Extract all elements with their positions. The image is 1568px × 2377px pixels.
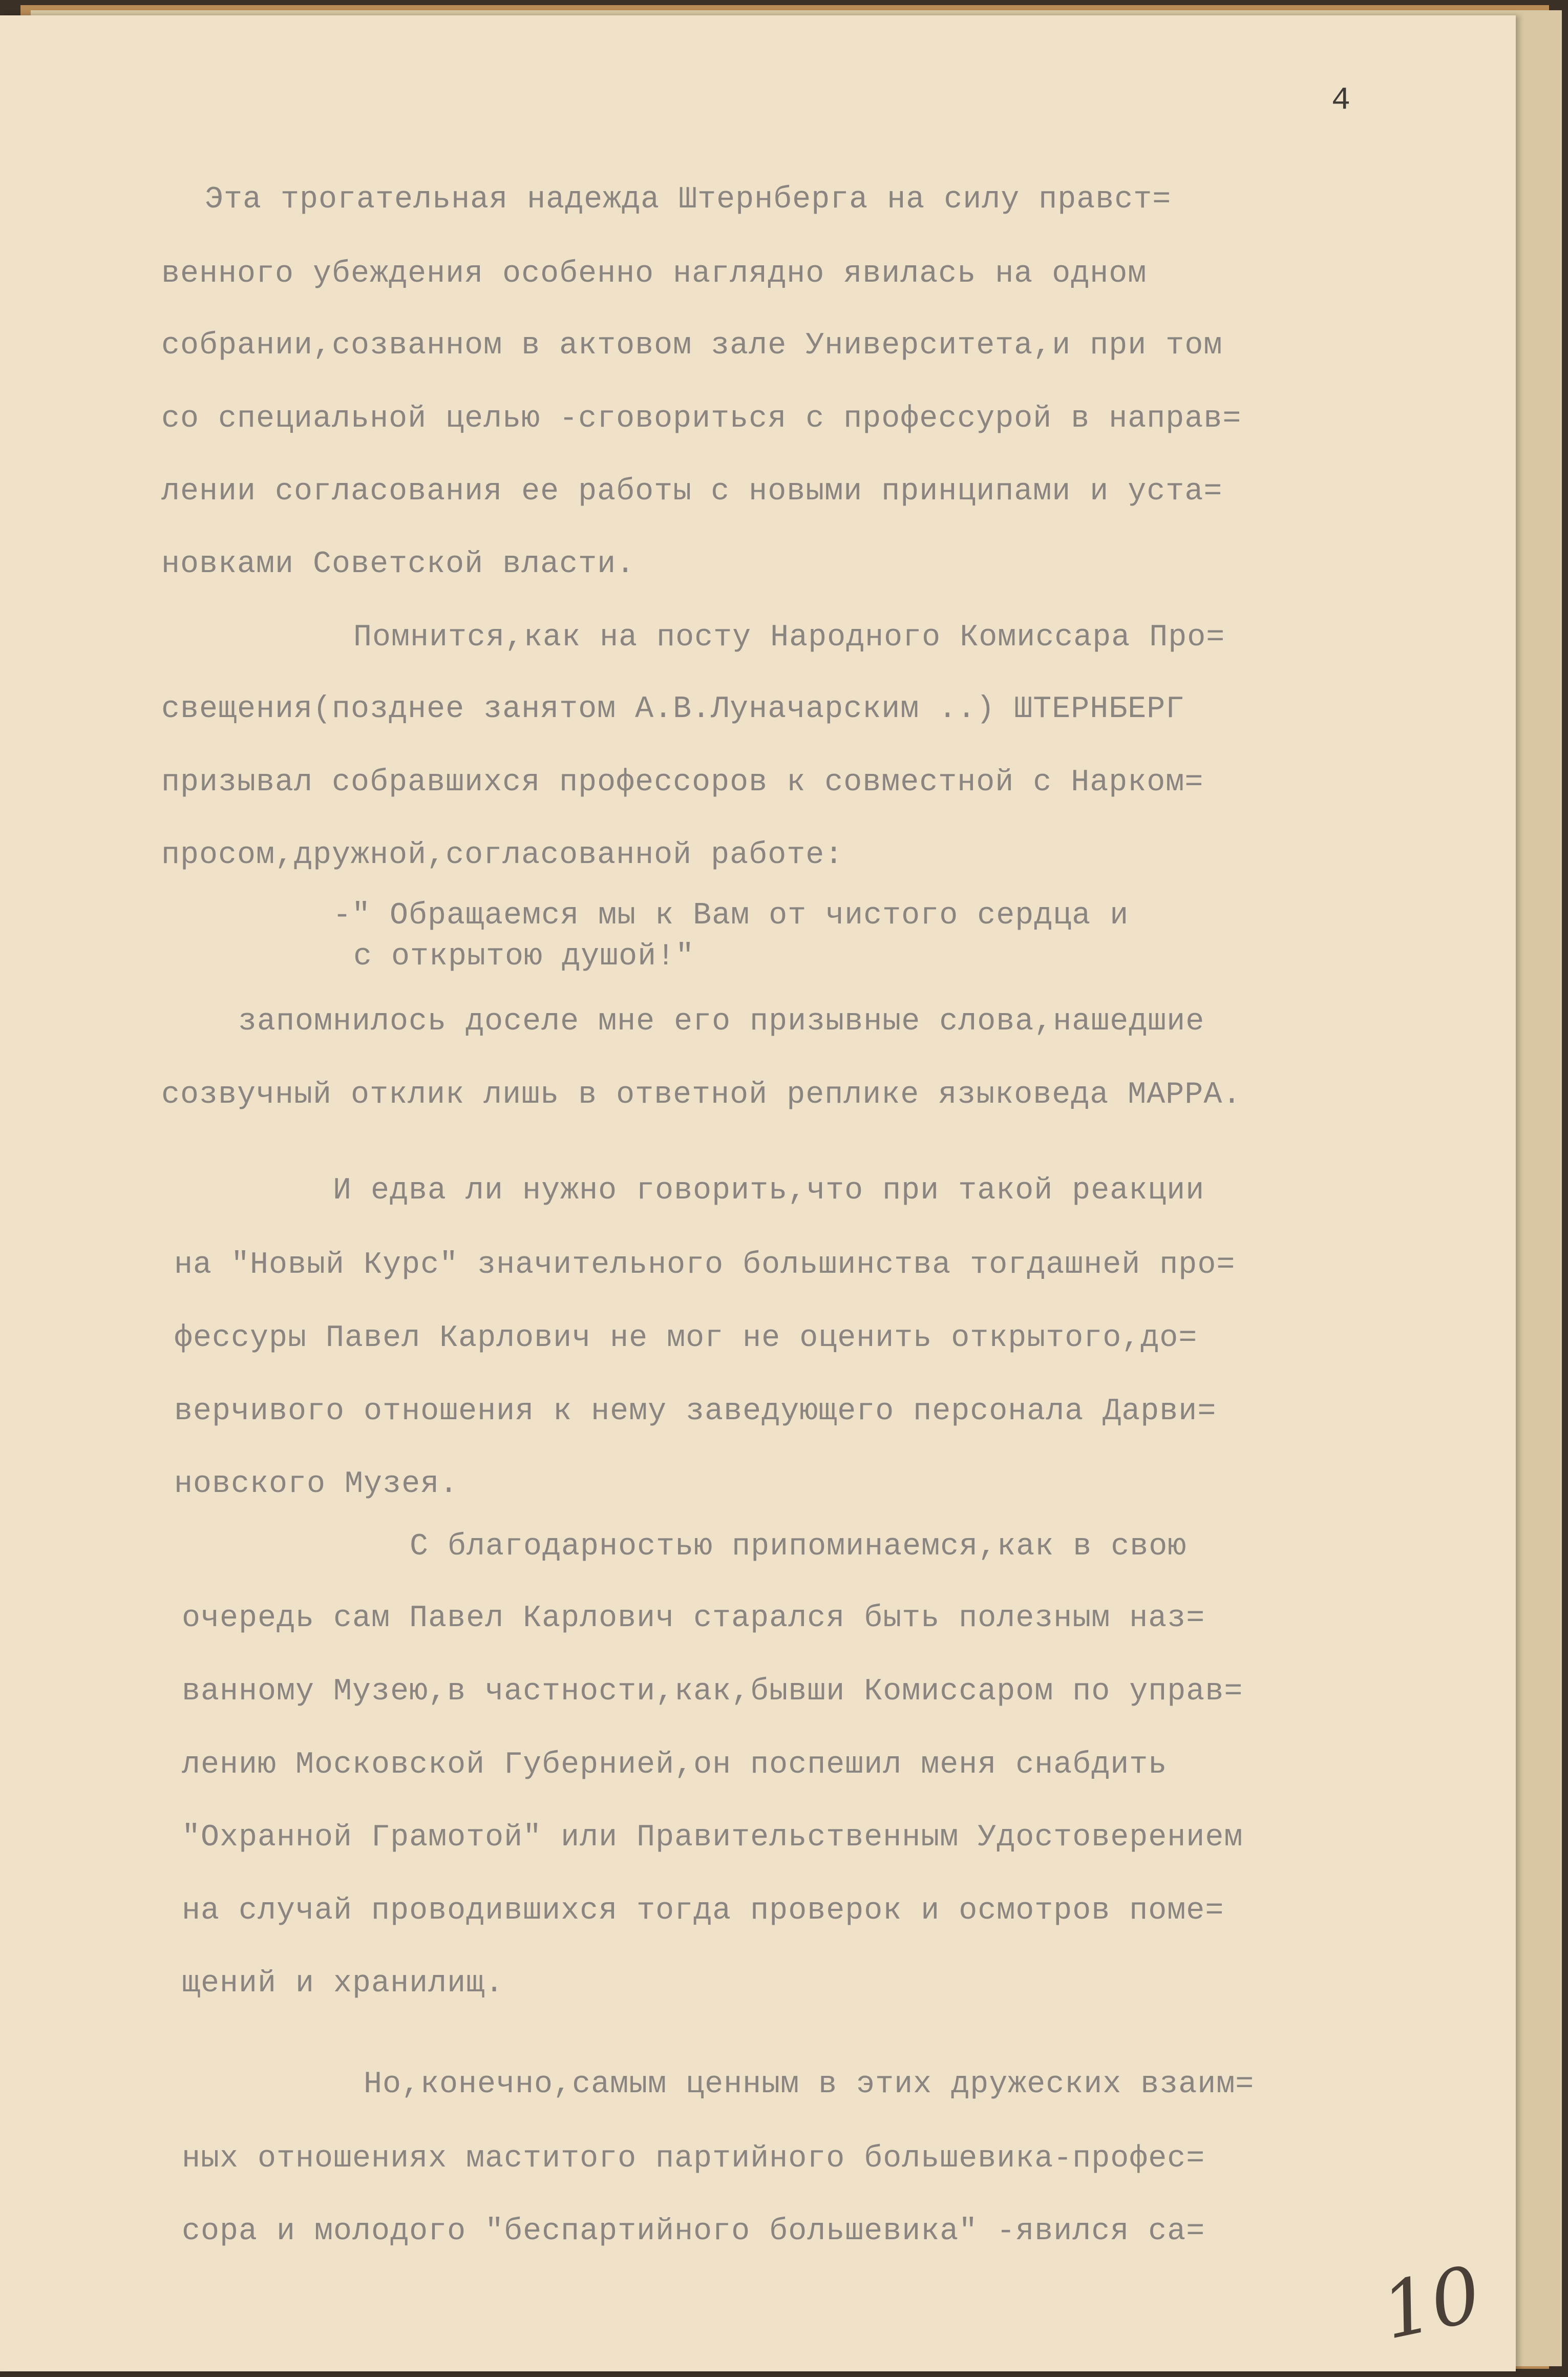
text-line: просом,дружной,согласованной работе: [161, 838, 844, 873]
text-line: собрании,созванном в актовом зале Университета,и при том [161, 328, 1223, 363]
text-line: запомнилось доселе мне его призывные слова,нашедшие [238, 1004, 1205, 1039]
text-line: верчивого отношения к нему заведующего персонала Дарви= [174, 1394, 1217, 1429]
text-line: ных отношениях маститого партийного большевика-профес= [182, 2141, 1205, 2176]
text-line: Эта трогательная надежда Штернберга на силу правст= [205, 182, 1172, 217]
text-line: на "Новый Курс" значительного большинства тогдашней про= [174, 1248, 1236, 1282]
text-line: С благодарностью припоминаемся,как в свою [410, 1529, 1187, 1564]
text-line: лению Московской Губернией,он поспешил меня снабдить [182, 1748, 1168, 1782]
handwritten-folio-number: 10 [1374, 2249, 1489, 2357]
quote-line: с открытою душой!" [353, 939, 695, 974]
text-line: Помнится,как на посту Народного Комиссара Про= [353, 620, 1225, 655]
text-line: венного убеждения особенно наглядно явилась на одном [161, 257, 1147, 291]
text-line: созвучный отклик лишь в ответной реплике языковеда МАРРА. [161, 1078, 1242, 1112]
text-line: новского Музея. [174, 1467, 459, 1502]
text-line: призывал собравшихся профессоров к совместной с Нарком= [161, 765, 1204, 800]
text-line: новками Советской власти. [161, 547, 635, 582]
text-line: И едва ли нужно говорить,что при такой реакции [333, 1173, 1205, 1208]
text-line: Но,конечно,самым ценным в этих дружеских взаим= [364, 2067, 1255, 2102]
text-line: сора и молодого "беспартийного большевика" -явился са= [182, 2214, 1205, 2249]
document-body [0, 15, 1516, 2371]
page-number: 4 [1331, 82, 1351, 118]
text-line: щений и хранилищ. [182, 1966, 504, 2001]
text-line: свещения(позднее занятом А.В.Луначарским ..) ШТЕРНБЕРГ [161, 692, 1185, 727]
text-line: "Охранной Грамотой" или Правительственным Удостоверением [182, 1820, 1243, 1855]
typewritten-page [0, 15, 1516, 2371]
quote-line: -" Обращаемся мы к Вам от чистого сердца и [333, 898, 1129, 933]
text-line: со специальной целью -сговориться с профессурой в направ= [161, 402, 1242, 436]
text-line: лении согласования ее работы с новыми принципами и уста= [161, 474, 1223, 509]
text-line: фессуры Павел Карлович не мог не оценить открытого,до= [174, 1321, 1198, 1356]
text-line: ванному Музею,в частности,как,бывши Комиссаром по управ= [182, 1674, 1243, 1709]
text-line: на случай проводившихся тогда проверок и осмотров поме= [182, 1894, 1224, 1928]
text-line: очередь сам Павел Карлович старался быть полезным наз= [182, 1601, 1205, 1636]
